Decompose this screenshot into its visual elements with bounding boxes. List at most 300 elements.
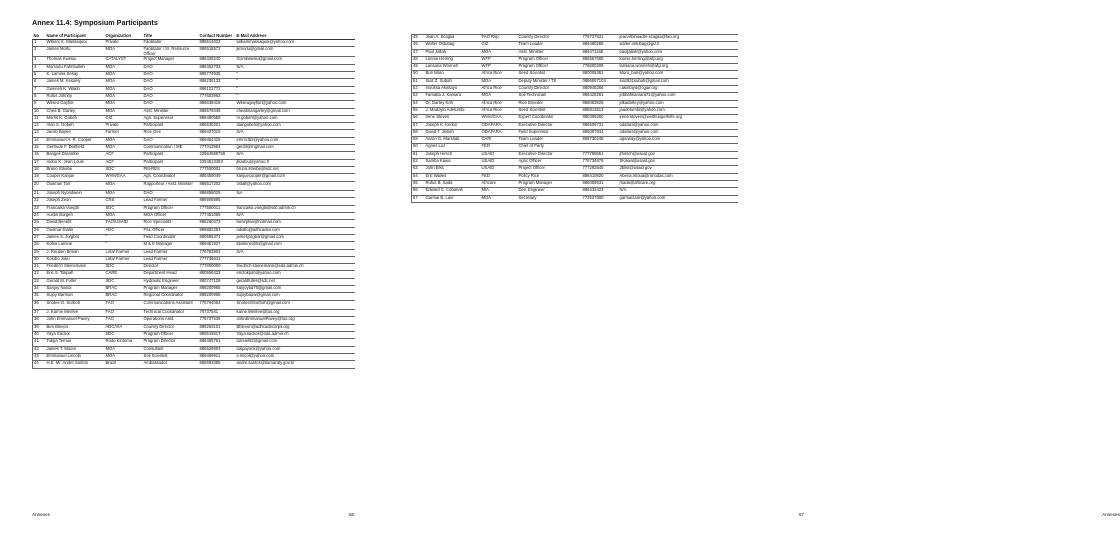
left-table-body — [33, 40, 355, 369]
cell-contact: 888200968 — [199, 293, 236, 300]
table-row — [412, 71, 738, 78]
cell-contact: 777451055 — [199, 213, 236, 220]
cell-title: DAO — [143, 137, 199, 144]
cell-name: Kolubo Joku — [46, 256, 105, 263]
cell-email: cheabriangarley@gmail.com — [236, 108, 355, 115]
table-row — [33, 220, 355, 227]
cell-organization: MOA — [481, 93, 518, 100]
cell-email: bruno.streibe@sdc.net — [236, 166, 355, 173]
cell-name: Famatta J. Kamara — [425, 93, 481, 100]
cell-no: 33 — [33, 278, 46, 285]
cell-organization: WFP — [481, 64, 518, 71]
cell-title: Project Officer — [518, 166, 582, 173]
cell-title: Technical Coordinator — [143, 310, 199, 317]
cell-name: Joseph Hirsch — [425, 151, 481, 158]
cell-no: 65 — [412, 180, 425, 187]
cell-contact: 886432423 — [582, 188, 619, 195]
cell-contact: 886908895 — [199, 198, 236, 205]
cell-no: 11 — [33, 115, 46, 122]
cell-title: Program Director — [143, 339, 199, 346]
cell-name: J. Reuben Brown — [46, 249, 105, 256]
table-row — [412, 64, 738, 71]
cell-no: 19 — [33, 174, 46, 181]
table-row — [412, 49, 738, 56]
cell-no: 29 — [33, 249, 46, 256]
cell-organization: FAO — [105, 310, 143, 317]
cell-name: Jacob Bayee — [46, 130, 105, 137]
cell-organization: MOA — [481, 49, 518, 56]
cell-no: 13 — [33, 130, 46, 137]
cell-organization: Africa Rice — [481, 100, 518, 107]
cell-organization: MOA — [105, 353, 143, 360]
cell-title: PM-RES — [143, 166, 199, 173]
table-row — [33, 145, 355, 152]
cell-name: Cooper Kanjue — [46, 174, 105, 181]
header-email: E-Mail Address — [236, 34, 355, 40]
cell-email: pauljallah@yahoo.com — [619, 49, 738, 56]
cell-contact: 776737536 — [199, 317, 236, 324]
cell-no: 67 — [412, 195, 425, 202]
cell-organization: SDC — [105, 205, 143, 212]
cell-title: DAO — [143, 191, 199, 198]
cell-no: 59 — [412, 137, 425, 144]
cell-title: DAO — [143, 72, 199, 79]
cell-title: Country Director — [143, 324, 199, 331]
table-row — [33, 47, 355, 57]
cell-organization: Lofa/ Farmer — [105, 249, 143, 256]
cell-contact: 777800000 — [199, 264, 236, 271]
cell-email: jebbahkamara71@yahoo.com — [619, 93, 738, 100]
cell-no: 16 — [33, 152, 46, 159]
cell-name: Bruno Streibe — [46, 166, 105, 173]
cell-contact: 886461927 — [199, 242, 236, 249]
cell-organization: CRS — [105, 198, 143, 205]
cell-no: 53 — [412, 93, 425, 100]
cell-title: Participant — [143, 123, 199, 130]
cell-contact: 886506731 — [582, 122, 619, 129]
cell-email: sanjoybd76@gmail.com — [236, 285, 355, 292]
table-row — [412, 42, 738, 49]
cell-contact: 886490556 — [199, 115, 236, 122]
cell-name: James Morlu — [46, 47, 105, 57]
cell-name: Sujoy Barman — [46, 293, 105, 300]
cell-contact: 886774935 — [199, 72, 236, 79]
header-name: Name of Participant — [46, 34, 105, 40]
cell-title: Seed Scientist — [518, 71, 582, 78]
table-row — [412, 137, 738, 144]
cell-contact: 886007934 — [582, 129, 619, 136]
cell-contact: 886236133 — [199, 79, 236, 86]
cell-no: 51 — [412, 78, 425, 85]
cell-organization: MOA — [105, 72, 143, 79]
cell-title: Agric Officer — [518, 159, 582, 166]
cell-name: Aidou K. Jean Louis — [46, 159, 105, 166]
cell-name: J. Karnie Menfee — [46, 310, 105, 317]
cell-name: Gertrude F. Dorlfield — [46, 145, 105, 152]
cell-title: Seed Scientist — [518, 107, 582, 114]
cell-no: 15 — [33, 145, 46, 152]
cell-no: 25 — [33, 220, 46, 227]
table-row — [412, 56, 738, 63]
cell-organization: BRAC — [105, 285, 143, 292]
cell-contact: 886480288 — [582, 42, 619, 49]
cell-organization: USAID — [481, 151, 518, 158]
cell-organization: SDC — [105, 166, 143, 173]
cell-name: Walter Ostubag — [425, 42, 481, 49]
header-contact: Contact Number — [199, 34, 236, 40]
annex-title: Annex 11.4: Symposium Participants — [32, 18, 158, 27]
table-row — [33, 198, 355, 205]
cell-name: Irene Steven — [425, 115, 481, 122]
cell-contact: 888813513 — [582, 107, 619, 114]
cell-contact: 886579446 — [199, 108, 236, 115]
cell-no: 41 — [33, 339, 46, 346]
participants-table-right — [411, 34, 738, 203]
cell-email: jeanAlbinoadre.scaglia@fao.org — [619, 35, 738, 42]
cell-no: 20 — [33, 181, 46, 191]
cell-contact: 886471166 — [582, 49, 619, 56]
cell-email: jdkadartey@yahoo.com — [619, 100, 738, 107]
cell-email: jkmorlu@gmail.com — [236, 47, 355, 57]
cell-organization: Lofa/ Farmer — [105, 256, 143, 263]
cell-no: 61 — [412, 151, 425, 158]
cell-title: DAO — [143, 93, 199, 100]
cell-no: 60 — [412, 144, 425, 151]
cell-email: N/A — [619, 188, 738, 195]
cell-title: Asst. Minister — [518, 49, 582, 56]
cell-name: Emmanuel A. R. Cooper — [46, 137, 105, 144]
table-row — [33, 293, 355, 300]
cell-contact: 777013954 — [199, 145, 236, 152]
cell-email: alangobeh@yahoo.com — [236, 123, 355, 130]
cell-email: JElks@usaid.gov — [619, 166, 738, 173]
cell-email: erictokpah@yahoo.com — [236, 271, 355, 278]
cell-organization: USAID — [481, 159, 518, 166]
cell-organization: FAO — [105, 300, 143, 310]
cell-name: Thomas Kwesiu — [46, 57, 105, 64]
cell-name: K. Lamina Sesay — [46, 72, 105, 79]
cell-organization: MOA — [481, 195, 518, 202]
cell-no: 10 — [33, 108, 46, 115]
cell-no: 28 — [33, 242, 46, 249]
table-row — [33, 300, 355, 310]
table-row — [33, 249, 355, 256]
cell-name: Ben Blevon — [46, 324, 105, 331]
cell-name: Eric S. Tokpah — [46, 271, 105, 278]
cell-title: DAO — [143, 79, 199, 86]
cell-title: Executive Director — [518, 122, 582, 129]
cell-name: Chea B. Garley — [46, 108, 105, 115]
cell-title: Team Leader — [518, 42, 582, 49]
cell-name: Gerald M. Fuller — [46, 278, 105, 285]
cell-title: Lead Farmer — [143, 256, 199, 263]
cell-organization: SDC — [105, 264, 143, 271]
cell-title: Rice Specialist — [143, 220, 199, 227]
cell-name: Emmanuel Lincoln — [46, 353, 105, 360]
cell-title: Participant — [143, 152, 199, 159]
cell-name: Alan S. Gobeh — [46, 123, 105, 130]
cell-name: John Emmanuel Pavey — [46, 317, 105, 324]
cell-title: Agri. Coordinator — [143, 174, 199, 181]
cell-contact: 886059531 — [582, 180, 619, 187]
cell-email: karne.Menfee@fao.org — [236, 310, 355, 317]
cell-no: 14 — [33, 137, 46, 144]
cell-email: andre.santos@itamaraty.gov.br — [236, 361, 355, 368]
cell-no: 30 — [33, 256, 46, 263]
cell-contact: 22564568759 — [199, 152, 236, 159]
cell-title: Facilitator / Sr. Resource Officer — [143, 47, 199, 57]
cell-title: Deputy Minister / TS — [518, 78, 582, 85]
cell-title: M & E Manager — [143, 242, 199, 249]
table-row — [33, 205, 355, 212]
cell-organization: MOA — [105, 145, 143, 152]
cell-no: 66 — [412, 188, 425, 195]
cell-name: James T. Moore — [46, 346, 105, 353]
cell-organization: ODAFARA — [481, 129, 518, 136]
cell-title: Facilitator — [143, 40, 199, 47]
cell-email: N/A — [236, 249, 355, 256]
cell-no: 52 — [412, 86, 425, 93]
cell-no: 36 — [33, 300, 46, 310]
cell-name: Lonnie Herring — [425, 56, 481, 63]
table-row — [33, 324, 355, 331]
cell-contact: 880747128 — [199, 278, 236, 285]
cell-email: siaz831subah@gmail.com — [619, 78, 738, 85]
cell-organization: CARE — [105, 271, 143, 278]
cell-title: Program Officer — [518, 64, 582, 71]
table-row — [33, 79, 355, 86]
cell-contact: 886428281 — [582, 93, 619, 100]
cell-contact: 0886557104 — [582, 78, 619, 85]
cell-title: Program Manager — [518, 180, 582, 187]
cell-title: Program Manager — [143, 285, 199, 292]
cell-name: Eric Wailes — [425, 173, 481, 180]
cell-no: 5 — [33, 72, 46, 79]
cell-contact: 773537660 — [582, 195, 619, 202]
cell-name: David Benefit — [46, 220, 105, 227]
cell-email: Abena.mloua@ronodas.com — [619, 173, 738, 180]
cell-contact: 886410820 — [582, 173, 619, 180]
cell-contact: 880005361 — [582, 71, 619, 78]
cell-no: 1 — [33, 40, 46, 47]
cell-contact: 886452703 — [199, 64, 236, 71]
cell-name: Francaika Voegtli — [46, 205, 105, 212]
cell-name: Lansana Wonneh — [425, 64, 481, 71]
cell-title: Program Officer — [143, 205, 199, 212]
cell-title: Country Director — [518, 86, 582, 93]
cell-no: 6 — [33, 79, 46, 86]
cell-organization: MOA — [105, 101, 143, 108]
cell-organization: Africa Rice — [481, 71, 518, 78]
cell-organization: ADC — [105, 227, 143, 234]
cell-organization: MOA — [105, 181, 143, 191]
cell-email: jaadetumbi@yahoo.com — [619, 107, 738, 114]
cell-title: Field Coordinator — [143, 234, 199, 241]
cell-name: James S. Jorgbor — [46, 234, 105, 241]
cell-no: 47 — [412, 49, 425, 56]
cell-email: e.lincol@yahoo.com — [236, 353, 355, 360]
cell-name: Siaz Z. Subah — [425, 78, 481, 85]
cell-contact: 777500001 — [199, 166, 236, 173]
cell-title: DAO — [143, 101, 199, 108]
table-row — [33, 108, 355, 115]
cell-name: Jean A. Scaglia — [425, 35, 481, 42]
cell-no: 12 — [33, 123, 46, 130]
cell-contact: 888200965 — [199, 285, 236, 292]
cell-organization: MOA — [105, 47, 143, 57]
cell-contact: 886730248 — [582, 137, 619, 144]
cell-email: N/A — [236, 64, 355, 71]
cell-name: Ousman Tall — [46, 181, 105, 191]
cell-contact: 886882253 — [199, 227, 236, 234]
cell-name: Edward S. Cobanah — [425, 188, 481, 195]
cell-contact: 776737531 — [582, 35, 619, 42]
cell-email: m.gobeh@yahoo.com — [236, 115, 355, 122]
cell-name: Garmai B. Lavr — [425, 195, 481, 202]
cell-title: Participant — [143, 159, 199, 166]
cell-title: Agri. Supervisor — [143, 115, 199, 122]
cell-organization: SDC — [105, 332, 143, 339]
cell-name: Inoussa Akintayo — [425, 86, 481, 93]
cell-name: Agnes Luz — [425, 144, 481, 151]
cell-title: MOA Officer — [143, 213, 199, 220]
cell-organization: SDC — [105, 278, 143, 285]
cell-no: 57 — [412, 122, 425, 129]
cell-no: 35 — [33, 293, 46, 300]
cell-no: 31 — [33, 264, 46, 271]
cell-contact: 886517202 — [199, 181, 236, 191]
table-row — [412, 144, 738, 151]
cell-organization: Africa Rice — [481, 107, 518, 114]
cell-no: 4 — [33, 64, 46, 71]
cell-organization: FAO — [105, 317, 143, 324]
cell-email: walter.ostubag@giz.lr — [619, 42, 738, 49]
cell-no: 24 — [33, 213, 46, 220]
cell-name: Paul Jallah — [425, 49, 481, 56]
cell-email: jlkadou@yahoo.fr — [236, 159, 355, 166]
cell-contact: 886514622 — [199, 40, 236, 47]
cell-email: ostall@yahoo.com — [236, 181, 355, 191]
cell-name: David T. Josiah — [425, 129, 481, 136]
cell-no: 39 — [33, 324, 46, 331]
cell-name: Joseph Nyondwein — [46, 191, 105, 198]
cell-email: gerdil@rngmail.com — [236, 145, 355, 152]
header-organization: Organization — [105, 34, 143, 40]
participants-table-left — [32, 34, 355, 369]
cell-email: odiallo@adhcadev.com — [236, 227, 355, 234]
cell-name: Rufus B. Sada — [425, 180, 481, 187]
table-row — [412, 195, 738, 202]
cell-organization: GIZ — [105, 115, 143, 122]
header-title: Title — [143, 34, 199, 40]
cell-no: 37 — [33, 310, 46, 317]
cell-contact: 886530201 — [199, 123, 236, 130]
cell-email: kilamine@5@gmail.com — [236, 242, 355, 249]
cell-organization: USAID — [481, 166, 518, 173]
cell-contact: 776734676 — [582, 159, 619, 166]
cell-email: tomuel62@gmail.com — [236, 339, 355, 346]
cell-no: 42 — [33, 346, 46, 353]
cell-title: Rice Breeder — [518, 100, 582, 107]
cell-no: 18 — [33, 166, 46, 173]
right-page — [384, 0, 1120, 543]
cell-organization: " — [105, 234, 143, 241]
cell-no: 3 — [33, 57, 46, 64]
cell-name: Snotee O. Sorboh — [46, 300, 105, 310]
cell-title: Regional Coordinator — [143, 293, 199, 300]
cell-title: Country Director — [518, 35, 582, 42]
table-row — [33, 166, 355, 173]
cell-no: 43 — [33, 353, 46, 360]
cell-contact: 880555474 — [199, 234, 236, 241]
table-row — [33, 234, 355, 241]
cell-organization: MOA — [105, 64, 143, 71]
cell-organization: CARI — [481, 137, 518, 144]
cell-name: Bangeli Dorambe — [46, 152, 105, 159]
cell-contact: 886515517 — [199, 332, 236, 339]
table-row — [412, 151, 738, 158]
cell-name: Wilseu Gayflor — [46, 101, 105, 108]
cell-email: " — [236, 86, 355, 93]
cell-no: 44 — [33, 361, 46, 368]
cell-contact: 880309260 — [582, 115, 619, 122]
cell-organization: MOA — [105, 86, 143, 93]
cell-contact: 777788551 — [582, 151, 619, 158]
table-row — [412, 173, 738, 180]
table-row — [412, 129, 738, 136]
cell-email: garmaizaor@yahoo.com — [619, 195, 738, 202]
cell-contact: 886260473 — [199, 220, 236, 227]
cell-title: Rapporteur / Asst. Minister — [143, 181, 199, 191]
footer-annexes-label-right: Annexes — [1102, 512, 1120, 517]
cell-email: geraldfuller@sdc.net — [236, 278, 355, 285]
cell-contact: 777603963 — [199, 93, 236, 100]
table-row — [33, 86, 355, 93]
cell-email: lonnie.herring@wfp.org — [619, 56, 738, 63]
cell-contact: 776500208 — [582, 64, 619, 71]
cell-organization: ACF — [105, 152, 143, 159]
cell-title: Asst. Minister — [143, 108, 199, 115]
table-row — [33, 361, 355, 368]
cell-no: 55 — [412, 107, 425, 114]
cell-title: Dev. Engineer — [518, 188, 582, 195]
left-page — [0, 0, 384, 543]
table-row — [33, 174, 355, 181]
cell-email: emmcl52@yahoo.com — [236, 137, 355, 144]
cell-contact: 886263101 — [199, 324, 236, 331]
table-row — [33, 72, 355, 79]
cell-organization: MOA — [105, 79, 143, 86]
cell-no: 45 — [412, 35, 425, 42]
cell-contact: 776783902 — [199, 249, 236, 256]
cell-organization: Private — [105, 123, 143, 130]
cell-organization: MOA — [481, 78, 518, 85]
table-row — [33, 227, 355, 234]
cell-no: 54 — [412, 100, 425, 107]
table-row — [33, 271, 355, 278]
table-row — [412, 122, 738, 129]
cell-contact: 777736641 — [199, 256, 236, 263]
cell-email: " — [236, 72, 355, 79]
cell-name: Joseph Zeon — [46, 198, 105, 205]
table-row — [33, 123, 355, 130]
cell-title: Hydraulic Engineer — [143, 278, 199, 285]
cell-title: Chief of Party — [518, 144, 582, 151]
cell-contact: 880946266 — [582, 86, 619, 93]
cell-email: N/A — [236, 130, 355, 137]
cell-organization: ACF — [105, 159, 143, 166]
cell-no: 17 — [33, 159, 46, 166]
